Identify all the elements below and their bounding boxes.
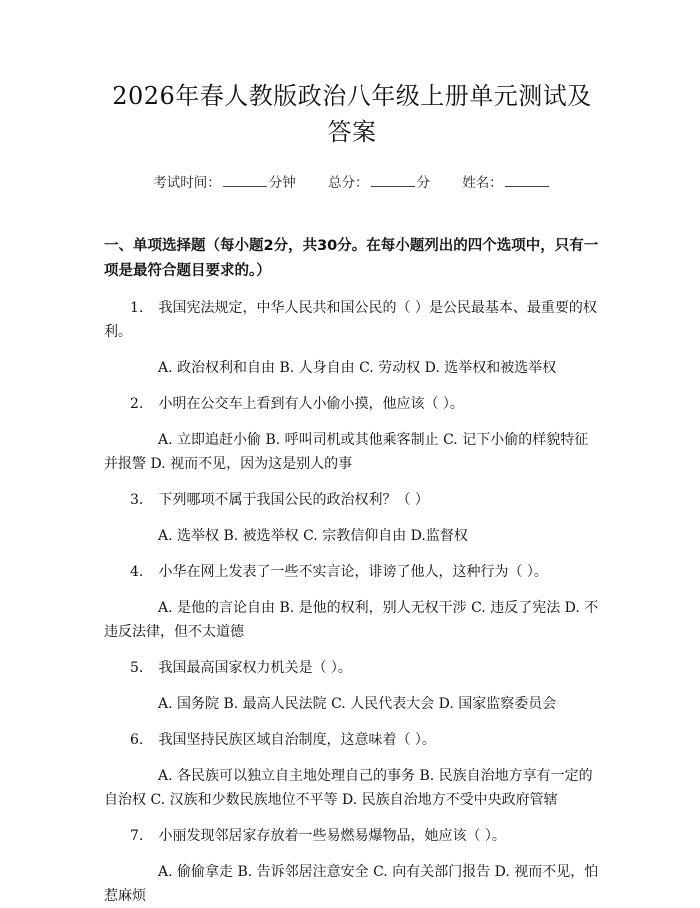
question-text: 我国宪法规定，中华人民共和国公民的（ ）是公民最基本、最重要的权利。 [104,300,597,340]
question-stem [104,392,600,416]
student-name [462,175,551,191]
question-options: A. 各民族可以独立自主地处理自己的事务 B. 民族自治地方享有一定的自治权 C. 汉族和少数民族地位不平等 D. 民族自治地方不受中央政府管辖 [104,768,593,808]
question-options: A. 国务院 B. 最高人民法院 C. 人民代表大会 D. 国家监察委员会 [158,696,557,712]
question-number: 2. [130,396,144,412]
question-text: 下列哪项不属于我国公民的政治权利？（ ） [158,492,429,508]
question-stem [104,728,600,752]
question-stem [104,824,600,848]
question-number: 4. [130,564,144,580]
question-text: 小丽发现邻居家存放着一些易燃易爆物品，她应该（ ）。 [158,828,506,844]
question-number: 5. [130,660,144,676]
exam-time-unit: 分钟 [268,175,296,191]
document-title: 2026年春人教版政治八年级上册单元测试及答案 [112,82,592,146]
question-number: 3. [130,492,144,508]
total-score-label: 总分： [328,175,369,191]
question-options: A. 选举权 B. 被选举权 C. 宗教信仰自由 D.监督权 [158,528,468,544]
exam-time-blank [223,174,267,187]
question-text: 小明在公交车上看到有人小偷小摸，他应该（ ）。 [158,396,464,412]
question-text: 我国坚持民族区域自治制度，这意味着（ ）。 [158,732,436,748]
question-options: A. 是他的言论自由 B. 是他的权利，别人无权干涉 C. 违反了宪法 D. 不违反法律，但不太道德 [104,600,599,640]
exam-info-line [104,173,600,193]
section-heading: 一、单项选择题（每小题2分，共30分。在每小题列出的四个选项中，只有一项是最符合题目要求的。） [104,238,599,279]
exam-time-label: 考试时间： [153,175,221,191]
total-score [328,175,434,191]
question-stem [104,656,600,680]
total-score-unit: 分 [416,175,430,191]
question-stem [104,488,600,512]
question-text: 我国最高国家权力机关是（ ）。 [158,660,352,676]
question-text: 小华在网上发表了一些不实言论，诽谤了他人，这种行为（ ）。 [158,564,548,580]
question-options: A. 政治权利和自由 B. 人身自由 C. 劳动权 D. 选举权和被选举权 [158,360,557,376]
question-stem [104,560,600,584]
student-name-label: 姓名： [462,175,503,191]
question-options: A. 立即追赶小偷 B. 呼叫司机或其他乘客制止 C. 记下小偷的样貌特征并报警 D. 视而不见，因为这是别人的事 [104,432,589,472]
question-number: 6. [130,732,144,748]
question-stem [104,296,600,344]
question-list [104,296,600,908]
exam-time [153,175,300,191]
question-number: 7. [130,828,144,844]
total-score-blank [371,174,415,187]
question-options: A. 偷偷拿走 B. 告诉邻居注意安全 C. 向有关部门报告 D. 视而不见，怕惹麻烦 [104,864,599,904]
question-number: 1. [130,300,144,316]
student-name-blank [505,174,549,187]
